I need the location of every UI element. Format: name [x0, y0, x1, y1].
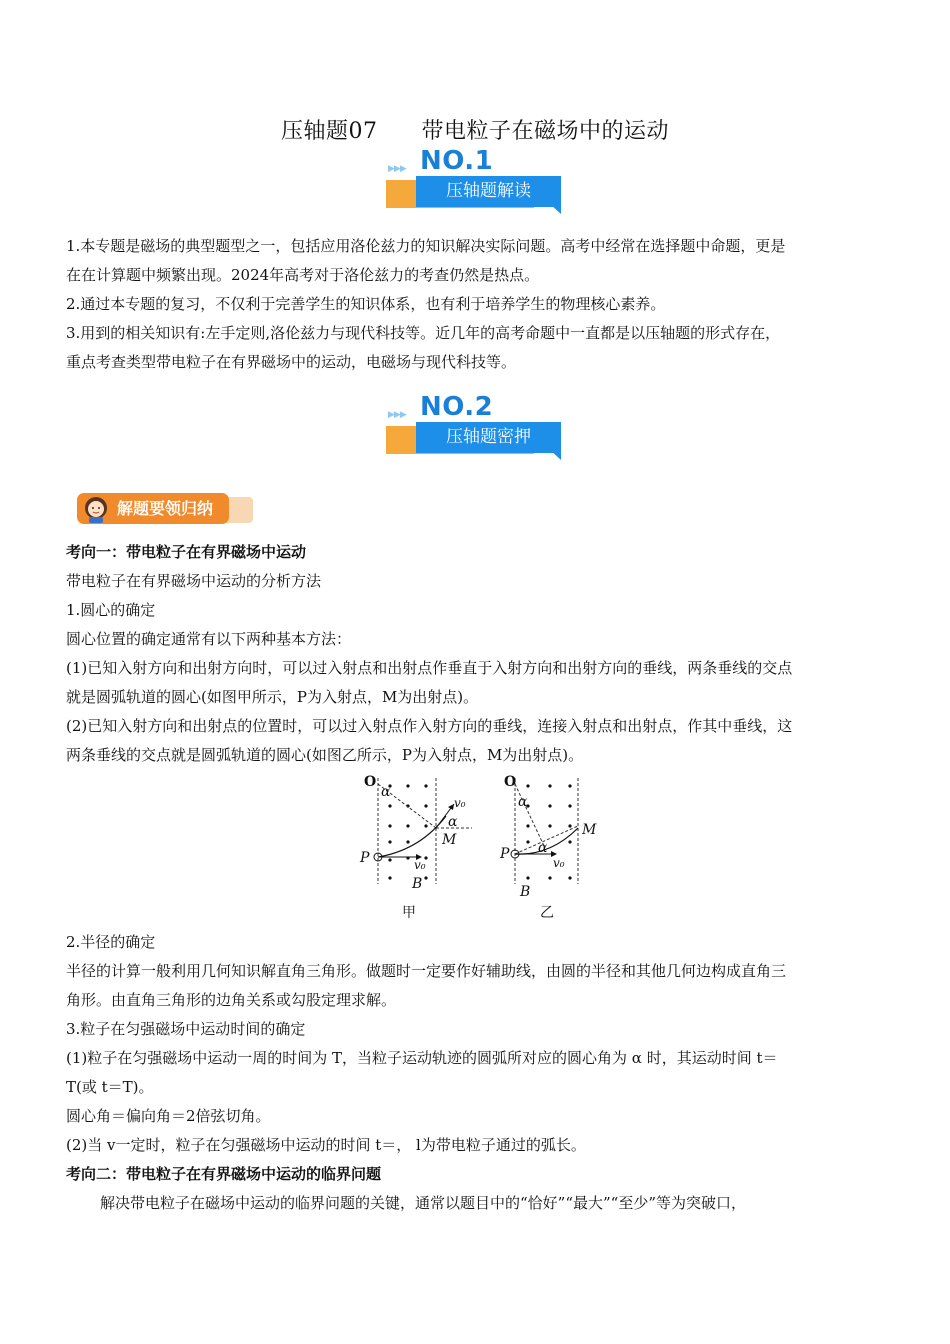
tip-label: 解题要领归纳 — [117, 499, 214, 518]
label-alpha: α — [518, 794, 528, 810]
section2-line: (2)当 v一定时，粒子在匀强磁场中运动的时间 t＝， l为带电粒子通过的弧长。 — [66, 1136, 586, 1154]
label-M: M — [582, 822, 597, 838]
label-P: P — [360, 850, 370, 866]
intro-line: 在在计算题中频繁出现。2024年高考对于洛伦兹力的考查仍然是热点。 — [66, 266, 540, 284]
title-part1: 压轴题07 — [280, 119, 378, 144]
page-title — [0, 114, 950, 145]
label-O: O — [504, 774, 517, 790]
banner-label: 压轴题解读 — [416, 176, 561, 207]
section2-line: 角形。由直角三角形的边角关系或勾股定理求解。 — [66, 991, 397, 1009]
teacher-avatar-icon — [81, 494, 111, 524]
section1-line: (2)已知入射方向和出射点的位置时，可以过入射点作入射方向的垂线，连接入射点和出射点，作其中垂线，这 — [66, 717, 793, 735]
label-alpha: α — [381, 784, 391, 800]
section2-line: 2.半径的确定 — [66, 933, 156, 951]
section3-line: 解决带电粒子在磁场中运动的临界问题的关键，通常以题目中的“恰好”“最大”“至少”等为突破口， — [100, 1194, 747, 1212]
intro-line: 重点考查类型带电粒子在有界磁场中的运动，电磁场与现代科技等。 — [66, 353, 517, 371]
banner-tail — [550, 204, 561, 214]
intro-paragraph — [66, 232, 886, 377]
intro-line: 1.本专题是磁场的典型题型之一，包括应用洛伦兹力的知识解决实际问题。高考中经常在选择题中命题，更是 — [66, 237, 786, 255]
section2-line: T(或 t＝T)。 — [66, 1078, 154, 1096]
section1-line: 两条垂线的交点就是圆弧轨道的圆心(如图乙所示，P为入射点，M为出射点)。 — [66, 746, 584, 764]
label-P: P — [500, 846, 510, 862]
arrow-chevrons-icon: ▶▶▶ — [388, 164, 406, 174]
section2-line: 3.粒子在匀强磁场中运动时间的确定 — [66, 1020, 306, 1038]
section1-line: 1.圆心的确定 — [66, 601, 156, 619]
section1-line: 就是圆弧轨道的圆心(如图甲所示，P为入射点，M为出射点)。 — [66, 688, 479, 706]
banner-no2 — [386, 392, 566, 462]
arrow-chevrons-icon: ▶▶▶ — [388, 410, 406, 420]
section2 — [66, 928, 886, 1160]
label-v0: v₀ — [553, 856, 565, 870]
section3-heading: 考向二：带电粒子在有界磁场中运动的临界问题 — [66, 1165, 382, 1183]
label-O: O — [364, 774, 377, 790]
section1-line: 带电粒子在有界磁场中运动的分析方法 — [66, 572, 322, 590]
intro-line: 2.通过本专题的复习，不仅利于完善学生的知识体系，也有利于培养学生的物理核心素养。 — [66, 295, 666, 313]
label-B: B — [520, 884, 531, 900]
intro-line: 3.用到的相关知识有:左手定则,洛伦兹力与现代科技等。近几年的高考命题中一直都是以压轴题的形式存在， — [66, 324, 781, 342]
section1-heading: 考向一：带电粒子在有界磁场中运动 — [66, 543, 307, 561]
figure-caption-left: 甲 — [402, 905, 416, 921]
banner-number: NO.1 — [420, 146, 494, 176]
label-alpha: α — [448, 814, 458, 830]
section2-line: 半径的计算一般利用几何知识解直角三角形。做题时一定要作好辅助线，由圆的半径和其他几何边构成直角三 — [66, 962, 787, 980]
title-part2: 带电粒子在磁场中的运动 — [421, 119, 669, 144]
banner-label: 压轴题密押 — [416, 422, 561, 453]
label-M: M — [442, 832, 457, 848]
section1-line: 圆心位置的确定通常有以下两种基本方法： — [66, 630, 352, 648]
section1-line: (1)已知入射方向和出射方向时，可以过入射点和出射点作垂直于入射方向和出射方向的垂线，两条垂线的交点 — [66, 659, 793, 677]
banner-no1 — [386, 146, 566, 216]
label-B: B — [412, 876, 423, 892]
tip-badge — [75, 490, 255, 530]
label-v0: v₀ — [414, 858, 426, 872]
banner-number: NO.2 — [420, 392, 494, 422]
label-v0: v₀ — [454, 796, 466, 810]
banner-tail — [550, 450, 561, 460]
section3 — [66, 1160, 886, 1218]
label-alpha: α — [538, 840, 548, 856]
figure-caption-right: 乙 — [540, 905, 554, 921]
section2-line: 圆心角＝偏向角＝2倍弦切角。 — [66, 1107, 271, 1125]
section2-line: (1)粒子在匀强磁场中运动一周的时间为 T，当粒子运动轨迹的圆弧所对应的圆心角为 α 时，其运动时间 t＝ — [66, 1049, 778, 1067]
section1 — [66, 538, 886, 770]
magnetic-field-figure — [350, 770, 610, 930]
